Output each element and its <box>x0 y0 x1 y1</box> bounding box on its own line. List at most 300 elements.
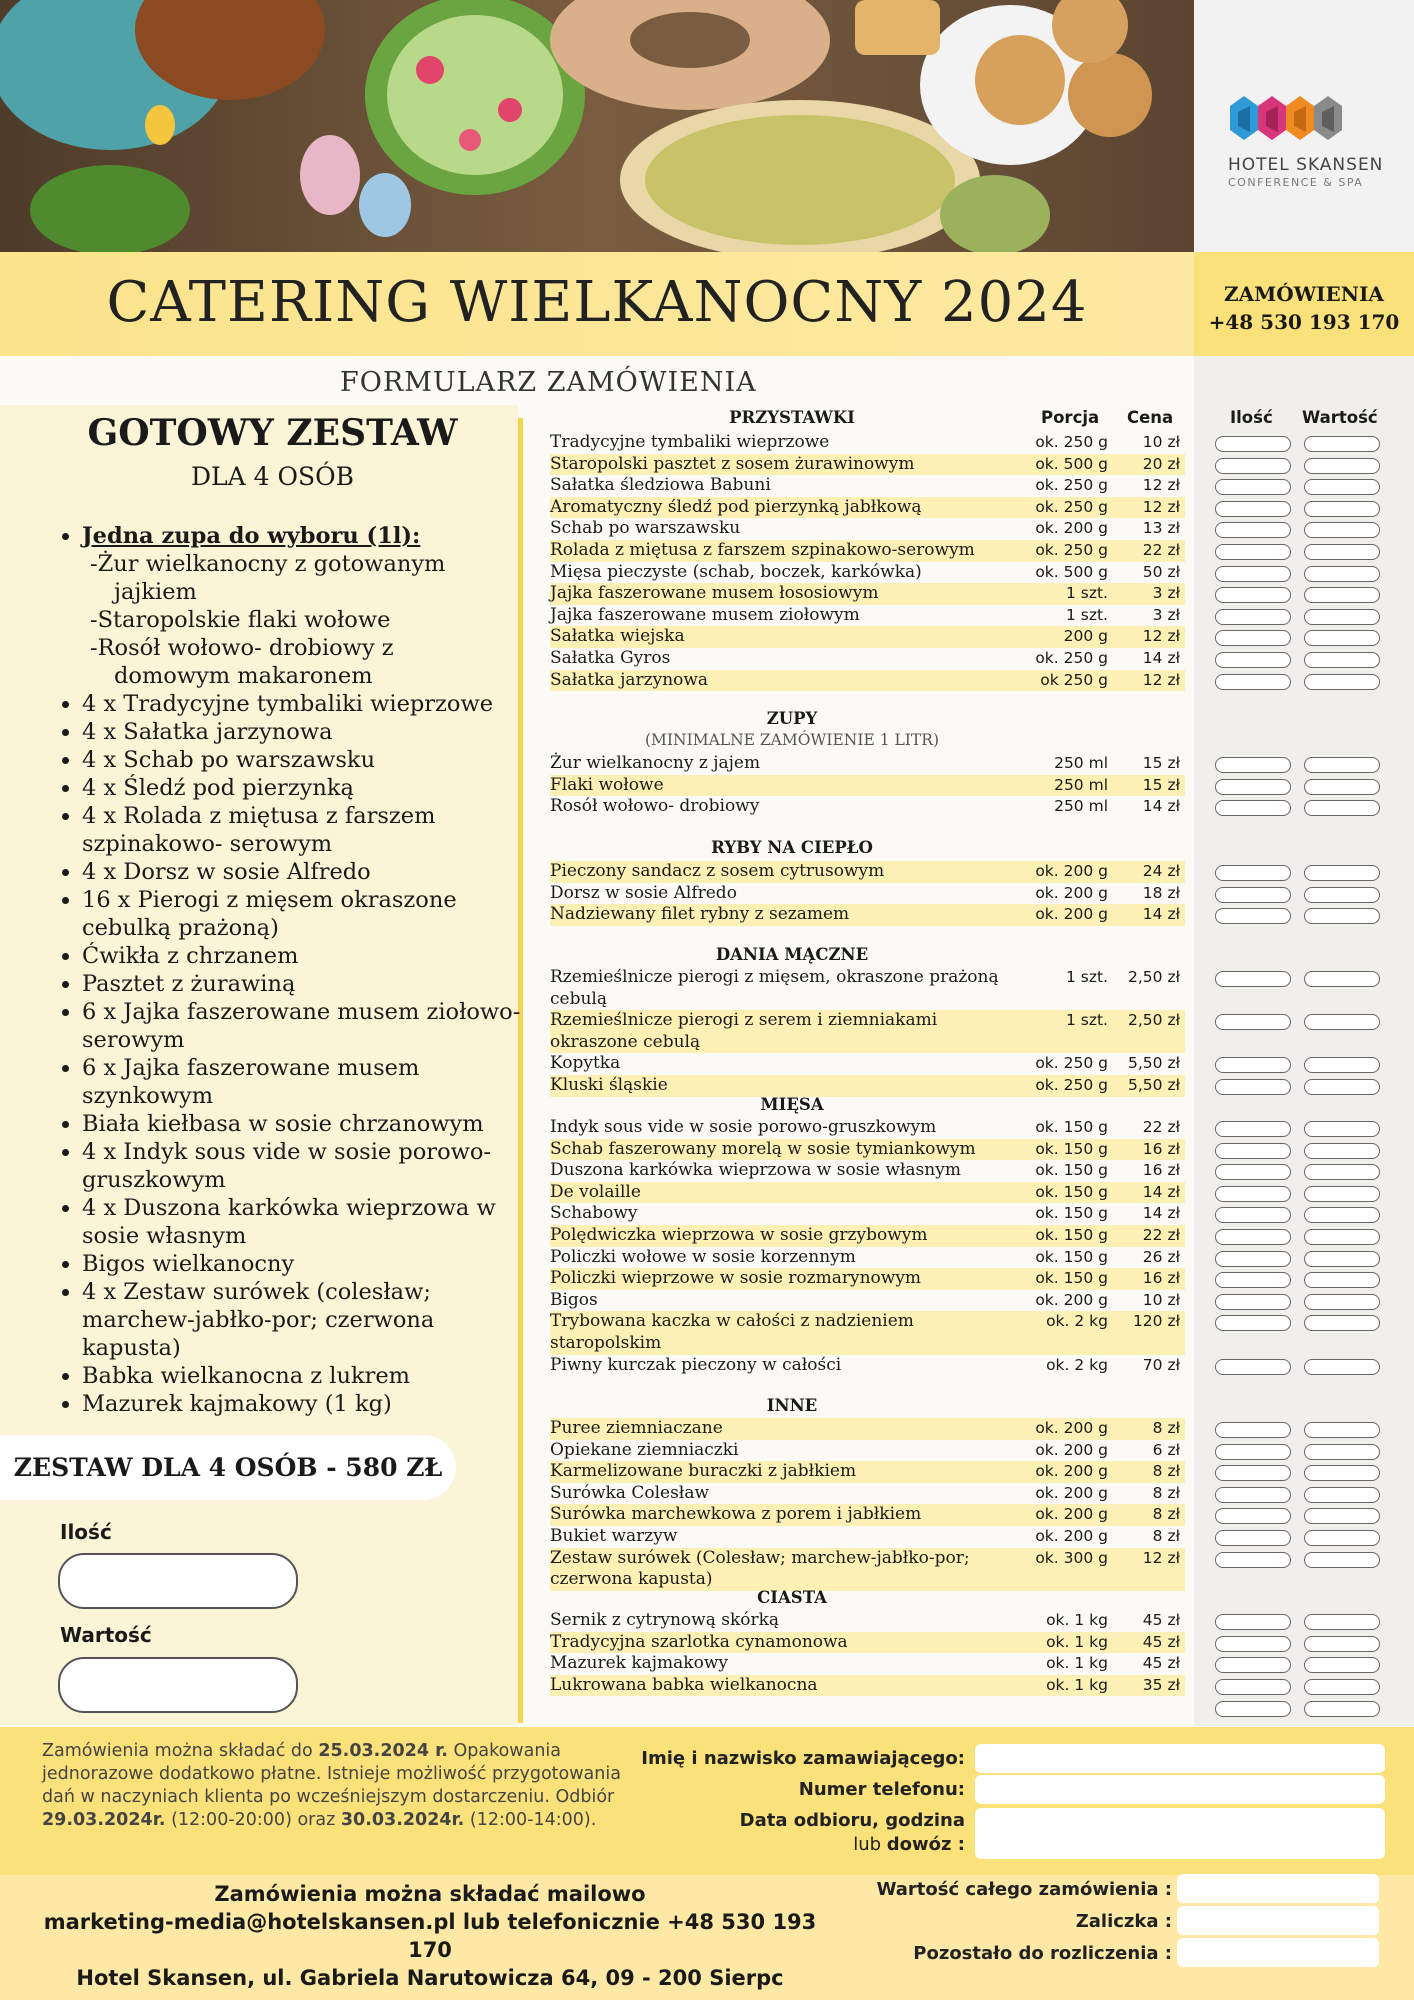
item-name: Surówka Colesław <box>550 1482 710 1503</box>
item-name: Pieczony sandacz z sosem cytrusowym <box>550 861 885 881</box>
item-price: 14 zł <box>1142 1204 1180 1223</box>
value-input[interactable] <box>1304 1530 1380 1546</box>
qty-input[interactable] <box>1215 652 1291 668</box>
value-input[interactable] <box>1304 908 1380 924</box>
item-price: 12 zł <box>1142 670 1180 689</box>
set-items-list <box>58 522 537 1418</box>
item-price: 12 zł <box>1142 627 1180 646</box>
list-item: -Staropolskie flaki wołowe <box>90 607 391 633</box>
item-name: Bukiet warzyw <box>550 1526 678 1546</box>
item-portion: ok. 1 kg <box>1046 1654 1108 1673</box>
item-portion: 250 ml <box>1054 775 1108 794</box>
qty-input[interactable] <box>1215 458 1291 474</box>
item-name: Policzki wieprzowe w sosie rozmarynowym <box>550 1268 922 1289</box>
item-portion: ok. 200 g <box>1035 1440 1108 1459</box>
qty-input[interactable] <box>1215 1444 1291 1460</box>
item-price: 45 zł <box>1142 1632 1180 1651</box>
qty-input[interactable] <box>1215 887 1291 903</box>
menu-row <box>550 861 1185 883</box>
qty-input[interactable] <box>1215 800 1291 816</box>
item-portion: ok. 200 g <box>1035 883 1108 902</box>
list-item: • 4 x Indyk sous vide w sosie porowo-gruszkowym <box>82 1138 537 1194</box>
qty-input[interactable] <box>1215 1014 1291 1030</box>
value-input[interactable] <box>1304 1121 1380 1137</box>
item-price: 14 zł <box>1142 797 1180 816</box>
set-qty-input[interactable] <box>58 1553 298 1609</box>
item-name: Tradycyjna szarlotka cynamonowa <box>550 1631 848 1652</box>
value-input[interactable] <box>1304 436 1380 452</box>
item-price: 70 zł <box>1142 1355 1180 1374</box>
list-item: • 4 x Śledź pod pierzynką <box>82 774 537 802</box>
value-input[interactable] <box>1304 544 1380 560</box>
menu-row <box>550 1504 1185 1526</box>
item-name: Schabowy <box>550 1203 638 1224</box>
value-input[interactable] <box>1304 800 1380 816</box>
item-portion: ok. 150 g <box>1035 1269 1108 1288</box>
item-portion: ok. 150 g <box>1035 1204 1108 1223</box>
value-input[interactable] <box>1304 1229 1380 1245</box>
menu-row <box>550 1632 1185 1654</box>
orders-phone: +48 530 193 170 <box>1208 310 1400 334</box>
item-name: Polędwiczka wieprzowa w sosie grzybowym <box>550 1225 928 1245</box>
item-price: 16 zł <box>1142 1139 1180 1158</box>
menu-row <box>550 1311 1185 1354</box>
qty-input[interactable] <box>1215 1251 1291 1267</box>
value-input[interactable] <box>1304 630 1380 646</box>
item-portion: ok. 500 g <box>1035 562 1108 581</box>
remaining-input[interactable] <box>1177 1938 1379 1967</box>
item-name: Rzemieślnicze pierogi z mięsem, okraszone prażoną cebulą <box>550 967 999 1009</box>
qty-input[interactable] <box>1215 908 1291 924</box>
list-item: • 4 x Rolada z miętusa z farszem szpinakowo- serowym <box>82 802 537 858</box>
value-input[interactable] <box>1304 1057 1380 1073</box>
menu-row <box>550 1075 1185 1097</box>
item-portion: 200 g <box>1063 627 1108 646</box>
qty-input[interactable] <box>1215 1508 1291 1524</box>
list-item: • Babka wielkanocna z lukrem <box>82 1362 537 1390</box>
item-portion: ok. 250 g <box>1035 1076 1108 1094</box>
menu-row <box>550 518 1185 540</box>
qty-input[interactable] <box>1215 1465 1291 1481</box>
qty-input[interactable] <box>1215 1636 1291 1652</box>
qty-input[interactable] <box>1215 1229 1291 1245</box>
value-input[interactable] <box>1304 1143 1380 1159</box>
value-input[interactable] <box>1304 1294 1380 1310</box>
item-portion: ok. 150 g <box>1035 1118 1108 1136</box>
item-name: Surówka marchewkowa z porem i jabłkiem <box>550 1504 922 1525</box>
item-price: 14 zł <box>1142 649 1180 667</box>
value-input[interactable] <box>1304 1508 1380 1524</box>
set-title: GOTOWY ZESTAW <box>87 412 458 454</box>
item-price: 22 zł <box>1142 1118 1180 1136</box>
item-name: Schab po warszawsku <box>550 518 741 539</box>
item-name: Sałatka Gyros <box>550 648 671 668</box>
menu-row <box>550 1675 1185 1697</box>
qty-input[interactable] <box>1215 1057 1291 1073</box>
value-input[interactable] <box>1304 674 1380 690</box>
item-name: Mięsa pieczyste (schab, boczek, karkówka) <box>550 561 922 582</box>
phone-input[interactable] <box>975 1775 1385 1804</box>
item-price: 14 zł <box>1142 905 1180 924</box>
list-item: domowym makaronem <box>114 663 373 689</box>
contact-info <box>40 1880 820 1992</box>
value-input[interactable] <box>1304 757 1380 773</box>
hotel-name: HOTEL SKANSEN <box>1228 155 1384 175</box>
menu-row <box>550 1010 1185 1053</box>
value-input[interactable] <box>1304 1251 1380 1267</box>
item-name: Sałatka jarzynowa <box>550 669 709 690</box>
qty-input[interactable] <box>1215 1701 1291 1717</box>
list-item: • Biała kiełbasa w sosie chrzanowym <box>82 1110 537 1138</box>
item-price: 8 zł <box>1152 1483 1180 1502</box>
contact-line-1: Zamówienia można składać mailowo <box>214 1882 646 1906</box>
item-portion: ok. 2 kg <box>1046 1312 1108 1331</box>
item-portion: ok. 1 kg <box>1046 1675 1108 1694</box>
qty-input[interactable] <box>1215 479 1291 495</box>
list-item: • 4 x Zestaw surówek (colesław; marchew-jabłko-por; czerwona kapusta) <box>82 1278 537 1362</box>
category-maczne: DANIA MĄCZNE <box>715 945 869 964</box>
value-input[interactable] <box>1304 1359 1380 1375</box>
item-portion: ok. 250 g <box>1035 649 1108 667</box>
date-label: Data odbioru, godzina lub dowóz : <box>739 1810 965 1855</box>
item-portion: ok. 250 g <box>1035 497 1108 516</box>
qty-input[interactable] <box>1215 757 1291 773</box>
value-input[interactable] <box>1304 566 1380 582</box>
item-portion: ok. 250 g <box>1035 541 1108 559</box>
header-photo <box>0 0 1194 252</box>
value-input[interactable] <box>1304 1315 1380 1331</box>
item-name: Indyk sous vide w sosie porowo-gruszkowym <box>550 1117 937 1137</box>
menu-row <box>550 1548 1185 1591</box>
list-item: • 16 x Pierogi z mięsem okraszone cebulką prażoną) <box>82 886 537 942</box>
qty-input[interactable] <box>1215 779 1291 795</box>
value-input[interactable] <box>1304 1636 1380 1652</box>
item-price: 2,50 zł <box>1128 968 1180 986</box>
list-item: -Rosół wołowo- drobiowy z <box>90 635 394 661</box>
category-miesa: MIĘSA <box>760 1095 824 1114</box>
item-price: 3 zł <box>1152 605 1180 624</box>
qty-input[interactable] <box>1215 1530 1291 1546</box>
qty-input[interactable] <box>1215 1121 1291 1137</box>
item-portion: ok. 200 g <box>1035 862 1108 880</box>
value-input[interactable] <box>1304 1465 1380 1481</box>
set-value-input[interactable] <box>58 1657 298 1713</box>
item-price: 8 zł <box>1152 1419 1180 1437</box>
item-portion: ok. 200 g <box>1035 519 1108 538</box>
list-item: jajkiem <box>114 579 197 605</box>
menu-row <box>550 1653 1185 1675</box>
menu-row <box>550 1053 1185 1075</box>
menu-row <box>550 1268 1185 1290</box>
item-price: 10 zł <box>1142 1290 1180 1309</box>
deposit-label: Zaliczka : <box>1075 1911 1172 1932</box>
total-input[interactable] <box>1177 1874 1379 1903</box>
item-name: Flaki wołowe <box>550 774 664 795</box>
menu-row <box>550 753 1185 775</box>
item-price: 10 zł <box>1142 433 1180 451</box>
item-portion: ok. 200 g <box>1035 1290 1108 1309</box>
menu-row <box>550 1160 1185 1182</box>
item-price: 6 zł <box>1152 1440 1180 1459</box>
header-value: Wartość <box>1302 408 1378 427</box>
item-price: 22 zł <box>1142 1226 1180 1244</box>
value-input[interactable] <box>1304 522 1380 538</box>
menu-row <box>550 497 1185 519</box>
item-price: 35 zł <box>1142 1675 1180 1694</box>
deposit-input[interactable] <box>1177 1906 1379 1935</box>
qty-input[interactable] <box>1215 1657 1291 1673</box>
item-portion: ok. 200 g <box>1035 1462 1108 1481</box>
qty-input[interactable] <box>1215 436 1291 452</box>
qty-input[interactable] <box>1215 1294 1291 1310</box>
item-name: Rolada z miętusa z farszem szpinakowo-serowym <box>550 540 975 560</box>
list-item: • 4 x Schab po warszawsku <box>82 746 537 774</box>
qty-input[interactable] <box>1215 674 1291 690</box>
form-subtitle: FORMULARZ ZAMÓWIENIA <box>340 367 757 398</box>
item-price: 20 zł <box>1142 454 1180 473</box>
item-price: 12 zł <box>1142 1548 1180 1567</box>
menu-row <box>550 583 1185 605</box>
item-portion: ok. 200 g <box>1035 1419 1108 1437</box>
item-name: Zestaw surówek (Colesław; marchew-jabłko-por; czerwona kapusta) <box>550 1547 970 1590</box>
menu-row <box>550 1461 1185 1483</box>
value-input[interactable] <box>1304 652 1380 668</box>
menu-row <box>550 1440 1185 1462</box>
menu-row <box>550 1247 1185 1269</box>
item-name: Piwny kurczak pieczony w całości <box>550 1354 842 1375</box>
value-input[interactable] <box>1304 887 1380 903</box>
value-input[interactable] <box>1304 587 1380 603</box>
item-name: Trybowana kaczka w całości z nadzieniem staropolskim <box>550 1311 914 1353</box>
item-portion: ok. 250 g <box>1035 433 1108 451</box>
menu-row <box>550 475 1185 497</box>
item-name: Opiekane ziemniaczki <box>550 1439 739 1460</box>
item-price: 3 zł <box>1152 584 1180 603</box>
item-price: 22 zł <box>1142 541 1180 559</box>
item-price: 14 zł <box>1142 1182 1180 1201</box>
item-price: 13 zł <box>1142 519 1180 538</box>
value-input[interactable] <box>1304 479 1380 495</box>
order-info-text: Zamówienia można składać do 25.03.2024 r. Opakowania jednorazowe dodatkowo płatne. Istnieje możliwość przygotowania dań w naczyniach klienta po wcześniejszym dostarczeniu. Odbiór 29.03.2024r. (12:00-20:00) oraz 30.03.2024r. (12:00-14:00). <box>42 1741 621 1830</box>
item-name: Rosół wołowo- drobiowy <box>550 796 760 817</box>
item-price: 15 zł <box>1142 775 1180 794</box>
item-price: 5,50 zł <box>1128 1076 1180 1094</box>
item-price: 16 zł <box>1142 1161 1180 1180</box>
item-name: Lukrowana babka wielkanocna <box>550 1674 818 1695</box>
qty-input[interactable] <box>1215 630 1291 646</box>
qty-input[interactable] <box>1215 1272 1291 1288</box>
remaining-label: Pozostało do rozliczenia : <box>913 1943 1172 1964</box>
item-name: Tradycyjne tymbaliki wieprzowe <box>550 432 830 452</box>
header-price: Cena <box>1127 408 1174 427</box>
item-portion: 250 ml <box>1054 754 1108 772</box>
qty-input[interactable] <box>1215 587 1291 603</box>
date-input[interactable] <box>975 1808 1385 1859</box>
qty-input[interactable] <box>1215 1614 1291 1630</box>
menu-row <box>550 1203 1185 1225</box>
menu-row <box>550 1225 1185 1247</box>
menu-row <box>550 796 1185 818</box>
value-input[interactable] <box>1304 1444 1380 1460</box>
qty-input[interactable] <box>1215 1487 1291 1503</box>
item-price: 2,50 zł <box>1128 1011 1180 1030</box>
qty-input[interactable] <box>1215 1679 1291 1695</box>
qty-input[interactable] <box>1215 1207 1291 1223</box>
value-input[interactable] <box>1304 1552 1380 1568</box>
hotel-logo-icon <box>1228 92 1344 148</box>
item-portion: ok. 1 kg <box>1046 1632 1108 1651</box>
menu-row <box>550 454 1185 476</box>
menu-row <box>550 1483 1185 1505</box>
qty-input[interactable] <box>1215 1164 1291 1180</box>
qty-input[interactable] <box>1215 501 1291 517</box>
item-price: 12 zł <box>1142 476 1180 495</box>
set-subtitle: DLA 4 OSÓB <box>191 462 354 491</box>
orders-label: ZAMÓWIENIA <box>1224 282 1384 306</box>
item-name: Jajka faszerowane musem ziołowym <box>550 604 860 625</box>
item-price: 5,50 zł <box>1128 1054 1180 1073</box>
set-qty-label: Ilość <box>60 1520 112 1544</box>
menu-row <box>550 1355 1185 1377</box>
list-item: • 4 x Tradycyjne tymbaliki wieprzowe <box>82 690 537 718</box>
qty-input[interactable] <box>1215 544 1291 560</box>
value-input[interactable] <box>1304 779 1380 795</box>
value-input[interactable] <box>1304 1679 1380 1695</box>
menu-row <box>550 1139 1185 1161</box>
item-name: Nadziewany filet rybny z sezamem <box>550 904 850 925</box>
item-portion: ok. 150 g <box>1035 1247 1108 1266</box>
item-portion: ok. 150 g <box>1035 1226 1108 1244</box>
item-name: Aromatyczny śledź pod pierzynką jabłkową <box>550 496 922 517</box>
value-input[interactable] <box>1304 1014 1380 1030</box>
value-input[interactable] <box>1304 1487 1380 1503</box>
header-qty: Ilość <box>1230 408 1273 427</box>
item-portion: ok. 500 g <box>1035 454 1108 473</box>
menu-row <box>550 1526 1185 1548</box>
item-portion: ok. 200 g <box>1035 1527 1108 1545</box>
item-name: Kluski śląskie <box>550 1075 668 1095</box>
menu-row <box>550 648 1185 670</box>
item-portion: 1 szt. <box>1065 968 1108 986</box>
qty-input[interactable] <box>1215 1143 1291 1159</box>
item-name: Mazurek kajmakowy <box>550 1653 728 1674</box>
item-name: Duszona karkówka wieprzowa w sosie własnym <box>550 1160 961 1181</box>
page-title: CATERING WIELKANOCNY 2024 <box>106 270 1088 335</box>
item-name: Staropolski pasztet z sosem żurawinowym <box>550 453 915 474</box>
list-item: • 4 x Sałatka jarzynowa <box>82 718 537 746</box>
value-input[interactable] <box>1304 501 1380 517</box>
item-price: 16 zł <box>1142 1269 1180 1288</box>
value-input[interactable] <box>1304 1701 1380 1717</box>
item-portion: ok. 1 kg <box>1046 1611 1108 1629</box>
menu-row <box>550 540 1185 562</box>
name-input[interactable] <box>975 1744 1385 1773</box>
value-input[interactable] <box>1304 1272 1380 1288</box>
item-portion: 1 szt. <box>1065 605 1108 624</box>
item-name: Sałatka wiejska <box>550 626 685 647</box>
qty-input[interactable] <box>1215 566 1291 582</box>
category-zupy: ZUPY <box>766 709 818 728</box>
item-name: Kopytka <box>550 1053 621 1074</box>
phone-label: Numer telefonu: <box>798 1779 965 1800</box>
item-name: Sałatka śledziowa Babuni <box>550 475 771 496</box>
item-name: Rzemieślnicze pierogi z serem i ziemniakami okraszone cebulą <box>550 1010 938 1052</box>
menu-row <box>550 1290 1185 1312</box>
item-price: 8 zł <box>1152 1462 1180 1481</box>
item-price: 18 zł <box>1142 883 1180 902</box>
item-portion: ok. 300 g <box>1035 1548 1108 1567</box>
menu-row <box>550 562 1185 584</box>
value-input[interactable] <box>1304 865 1380 881</box>
list-item: -Żur wielkanocny z gotowanym <box>90 551 446 577</box>
item-portion: ok. 200 g <box>1035 1483 1108 1502</box>
item-price: 45 zł <box>1142 1654 1180 1673</box>
item-portion: 1 szt. <box>1065 1011 1108 1030</box>
list-item: • 4 x Dorsz w sosie Alfredo <box>82 858 537 886</box>
qty-input[interactable] <box>1215 1552 1291 1568</box>
qty-input[interactable] <box>1215 1315 1291 1331</box>
item-price: 8 zł <box>1152 1505 1180 1524</box>
value-input[interactable] <box>1304 1186 1380 1202</box>
contact-line-3: Hotel Skansen, ul. Gabriela Narutowicza 64, 09 - 200 Sierpc <box>76 1966 784 1990</box>
item-portion: ok. 2 kg <box>1046 1355 1108 1374</box>
value-input[interactable] <box>1304 1614 1380 1630</box>
list-item: • Pasztet z żurawiną <box>82 970 537 998</box>
category-note: (MINIMALNE ZAMÓWIENIE 1 LITR) <box>645 731 939 749</box>
list-item: • 6 x Jajka faszerowane musem ziołowo-serowym <box>82 998 537 1054</box>
value-input[interactable] <box>1304 1657 1380 1673</box>
logo-panel <box>1194 0 1414 252</box>
list-item: • Ćwikła z chrzanem <box>82 942 537 970</box>
list-item: • 6 x Jajka faszerowane musem szynkowym <box>82 1054 537 1110</box>
item-price: 26 zł <box>1142 1247 1180 1266</box>
list-item: • 4 x Duszona karkówka wieprzowa w sosie własnym <box>82 1194 537 1250</box>
header-portion: Porcja <box>1041 408 1100 427</box>
value-input[interactable] <box>1304 1207 1380 1223</box>
list-item: • Jedna zupa do wyboru (1l): <box>82 522 537 550</box>
qty-input[interactable] <box>1215 1422 1291 1438</box>
qty-input[interactable] <box>1215 865 1291 881</box>
value-input[interactable] <box>1304 609 1380 625</box>
value-input[interactable] <box>1304 458 1380 474</box>
item-portion: ok. 150 g <box>1035 1161 1108 1180</box>
qty-input[interactable] <box>1215 522 1291 538</box>
item-portion: ok 250 g <box>1040 670 1108 689</box>
item-portion: ok. 150 g <box>1035 1182 1108 1201</box>
item-portion: 1 szt. <box>1065 584 1108 603</box>
menu-row <box>550 775 1185 797</box>
qty-input[interactable] <box>1215 1079 1291 1095</box>
value-input[interactable] <box>1304 1422 1380 1438</box>
qty-input[interactable] <box>1215 1359 1291 1375</box>
value-input[interactable] <box>1304 1079 1380 1095</box>
qty-input[interactable] <box>1215 1186 1291 1202</box>
item-portion: ok. 200 g <box>1035 905 1108 924</box>
name-label: Imię i nazwisko zamawiającego: <box>641 1748 965 1769</box>
item-name: Żur wielkanocny z jajem <box>550 753 761 773</box>
item-portion: ok. 250 g <box>1035 476 1108 495</box>
orders-contact <box>1194 280 1414 336</box>
value-input[interactable] <box>1304 1164 1380 1180</box>
menu-row <box>550 883 1185 905</box>
qty-input[interactable] <box>1215 971 1291 987</box>
menu-row <box>550 605 1185 627</box>
menu-row <box>550 626 1185 648</box>
total-label: Wartość całego zamówienia : <box>876 1879 1172 1900</box>
value-input[interactable] <box>1304 971 1380 987</box>
qty-input[interactable] <box>1215 609 1291 625</box>
item-name: De volaille <box>550 1181 641 1202</box>
